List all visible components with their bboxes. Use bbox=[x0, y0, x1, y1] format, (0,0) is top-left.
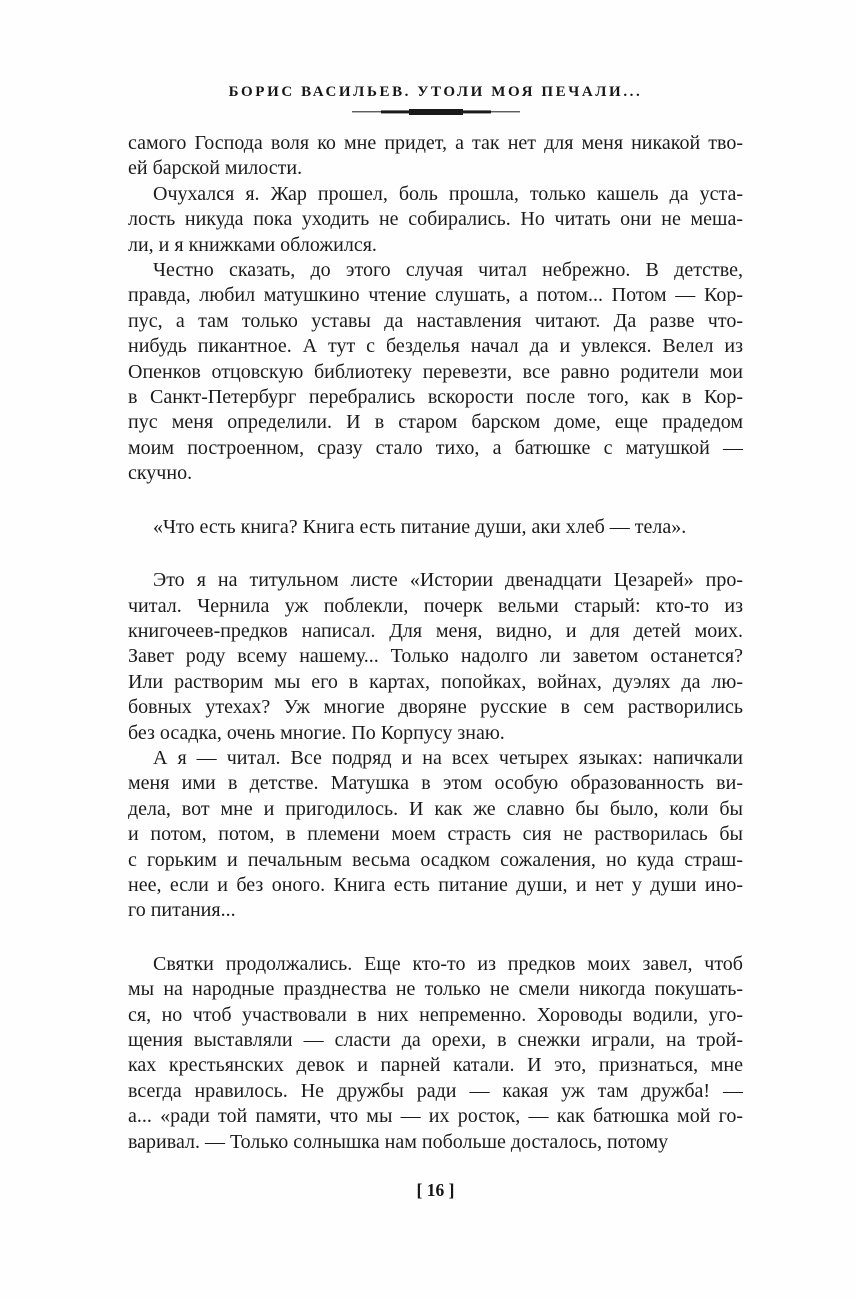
text-line: ей барской милости. bbox=[128, 157, 303, 180]
text-column bbox=[128, 0, 743, 1155]
text-line: «Что есть книга? Книга есть питание души, аки хлеб — тела». bbox=[153, 515, 687, 538]
text-line: нибудь пикантное. А тут с безделья начал да и увлекся. Велел из bbox=[128, 335, 743, 358]
text-line: го питания... bbox=[128, 899, 236, 922]
page-number: [ 16 ] bbox=[416, 1180, 455, 1200]
paragraph bbox=[128, 131, 743, 182]
text-line: читал. Чернила уж поблекли, почерк вельми старый: кто-то из bbox=[128, 594, 743, 617]
text-line: нее, если и без оного. Книга есть питание души, и нет у души ино- bbox=[128, 873, 743, 896]
text-line: правда, любил матушкино чтение слушать, а потом... Потом — Кор- bbox=[128, 284, 743, 307]
text-line: книгочеев-предков написал. Для меня, видно, и для детей моих. bbox=[128, 619, 743, 642]
text-line: самого Господа воля ко мне придет, а так нет для меня никакой тво- bbox=[128, 132, 743, 154]
text-line: моим построенном, сразу стало тихо, а батюшке с матушкой — bbox=[128, 436, 743, 459]
paragraph bbox=[128, 182, 743, 258]
text-line: меня ими в детстве. Матушка в этом особую образованность ви- bbox=[128, 772, 743, 795]
text-line: мы на народные празднества не только не смели никогда покушать- bbox=[128, 978, 743, 1001]
text-line: ся, но чтоб участвовали в них непременно. Хороводы водили, уго- bbox=[128, 1003, 743, 1026]
paragraph bbox=[128, 515, 743, 540]
header-divider-ornament bbox=[352, 108, 520, 115]
text-line: с горьким и печальным весьма осадком сожаления, но куда страш- bbox=[128, 848, 743, 871]
page-body-text bbox=[128, 131, 743, 1155]
paragraph bbox=[128, 258, 743, 487]
running-header: БОРИС ВАСИЛЬЕВ. УТОЛИ МОЯ ПЕЧАЛИ... bbox=[228, 84, 643, 100]
text-line: Святки продолжались. Еще кто-то из предков моих завел, чтоб bbox=[153, 952, 743, 975]
text-line: пус меня определили. И в старом барском доме, еще прадедом bbox=[128, 411, 743, 434]
text-line: скучно. bbox=[128, 462, 193, 485]
text-line: варивал. — Только солнышка нам побольше досталось, потому bbox=[128, 1130, 669, 1153]
paragraph bbox=[128, 746, 743, 924]
text-line: Это я на титульном листе «Истории двенадцати Цезарей» про- bbox=[153, 569, 743, 592]
text-line: пус, а там только уставы да наставления читают. Да разве что- bbox=[128, 309, 743, 332]
text-line: а... «ради той памяти, что мы — их росток, — как батюшка мой го- bbox=[128, 1105, 743, 1128]
text-line: ли, и я книжками обложился. bbox=[128, 233, 377, 256]
divider-center-bar bbox=[409, 109, 463, 115]
text-line: А я — читал. Все подряд и на всех четырех языках: напичкали bbox=[153, 746, 743, 769]
text-line: Опенков отцовскую библиотеку перевезти, все равно родители мои bbox=[128, 360, 743, 383]
paragraph bbox=[128, 568, 743, 746]
paragraph bbox=[128, 952, 743, 1155]
text-line: лость никуда пока уходить не собирались. Но читать они не меша- bbox=[128, 208, 743, 231]
text-line: щения выставляли — сласти да орехи, в снежки играли, на трой- bbox=[128, 1029, 743, 1051]
text-line: Завет роду всему нашему... Только надолго ли заветом останется? bbox=[128, 645, 743, 668]
text-line: Или растворим мы его в картах, попойках, войнах, дуэлях да лю- bbox=[128, 670, 743, 693]
text-line: Честно сказать, до этого случая читал небрежно. В детстве, bbox=[153, 259, 743, 282]
text-line: всегда нравилось. Не дружбы ради — какая уж там дружба! — bbox=[128, 1079, 743, 1102]
text-line: без осадка, очень многие. По Корпусу знаю. bbox=[128, 721, 505, 744]
text-line: и потом, потом, в племени моем страсть сия не растворилась бы bbox=[128, 823, 743, 846]
text-line: в Санкт-Петербург перебрались вскорости после того, как в Кор- bbox=[128, 386, 743, 409]
text-line: Очухался я. Жар прошел, боль прошла, только кашель да уста- bbox=[153, 182, 743, 205]
text-line: ках крестьянских девок и парней катали. И это, признаться, мне bbox=[128, 1054, 743, 1077]
text-line: бовных утехах? Уж многие дворяне русские в сем растворились bbox=[128, 696, 743, 719]
text-line: дела, вот мне и пригодилось. И как же славно бы было, коли бы bbox=[128, 797, 743, 820]
